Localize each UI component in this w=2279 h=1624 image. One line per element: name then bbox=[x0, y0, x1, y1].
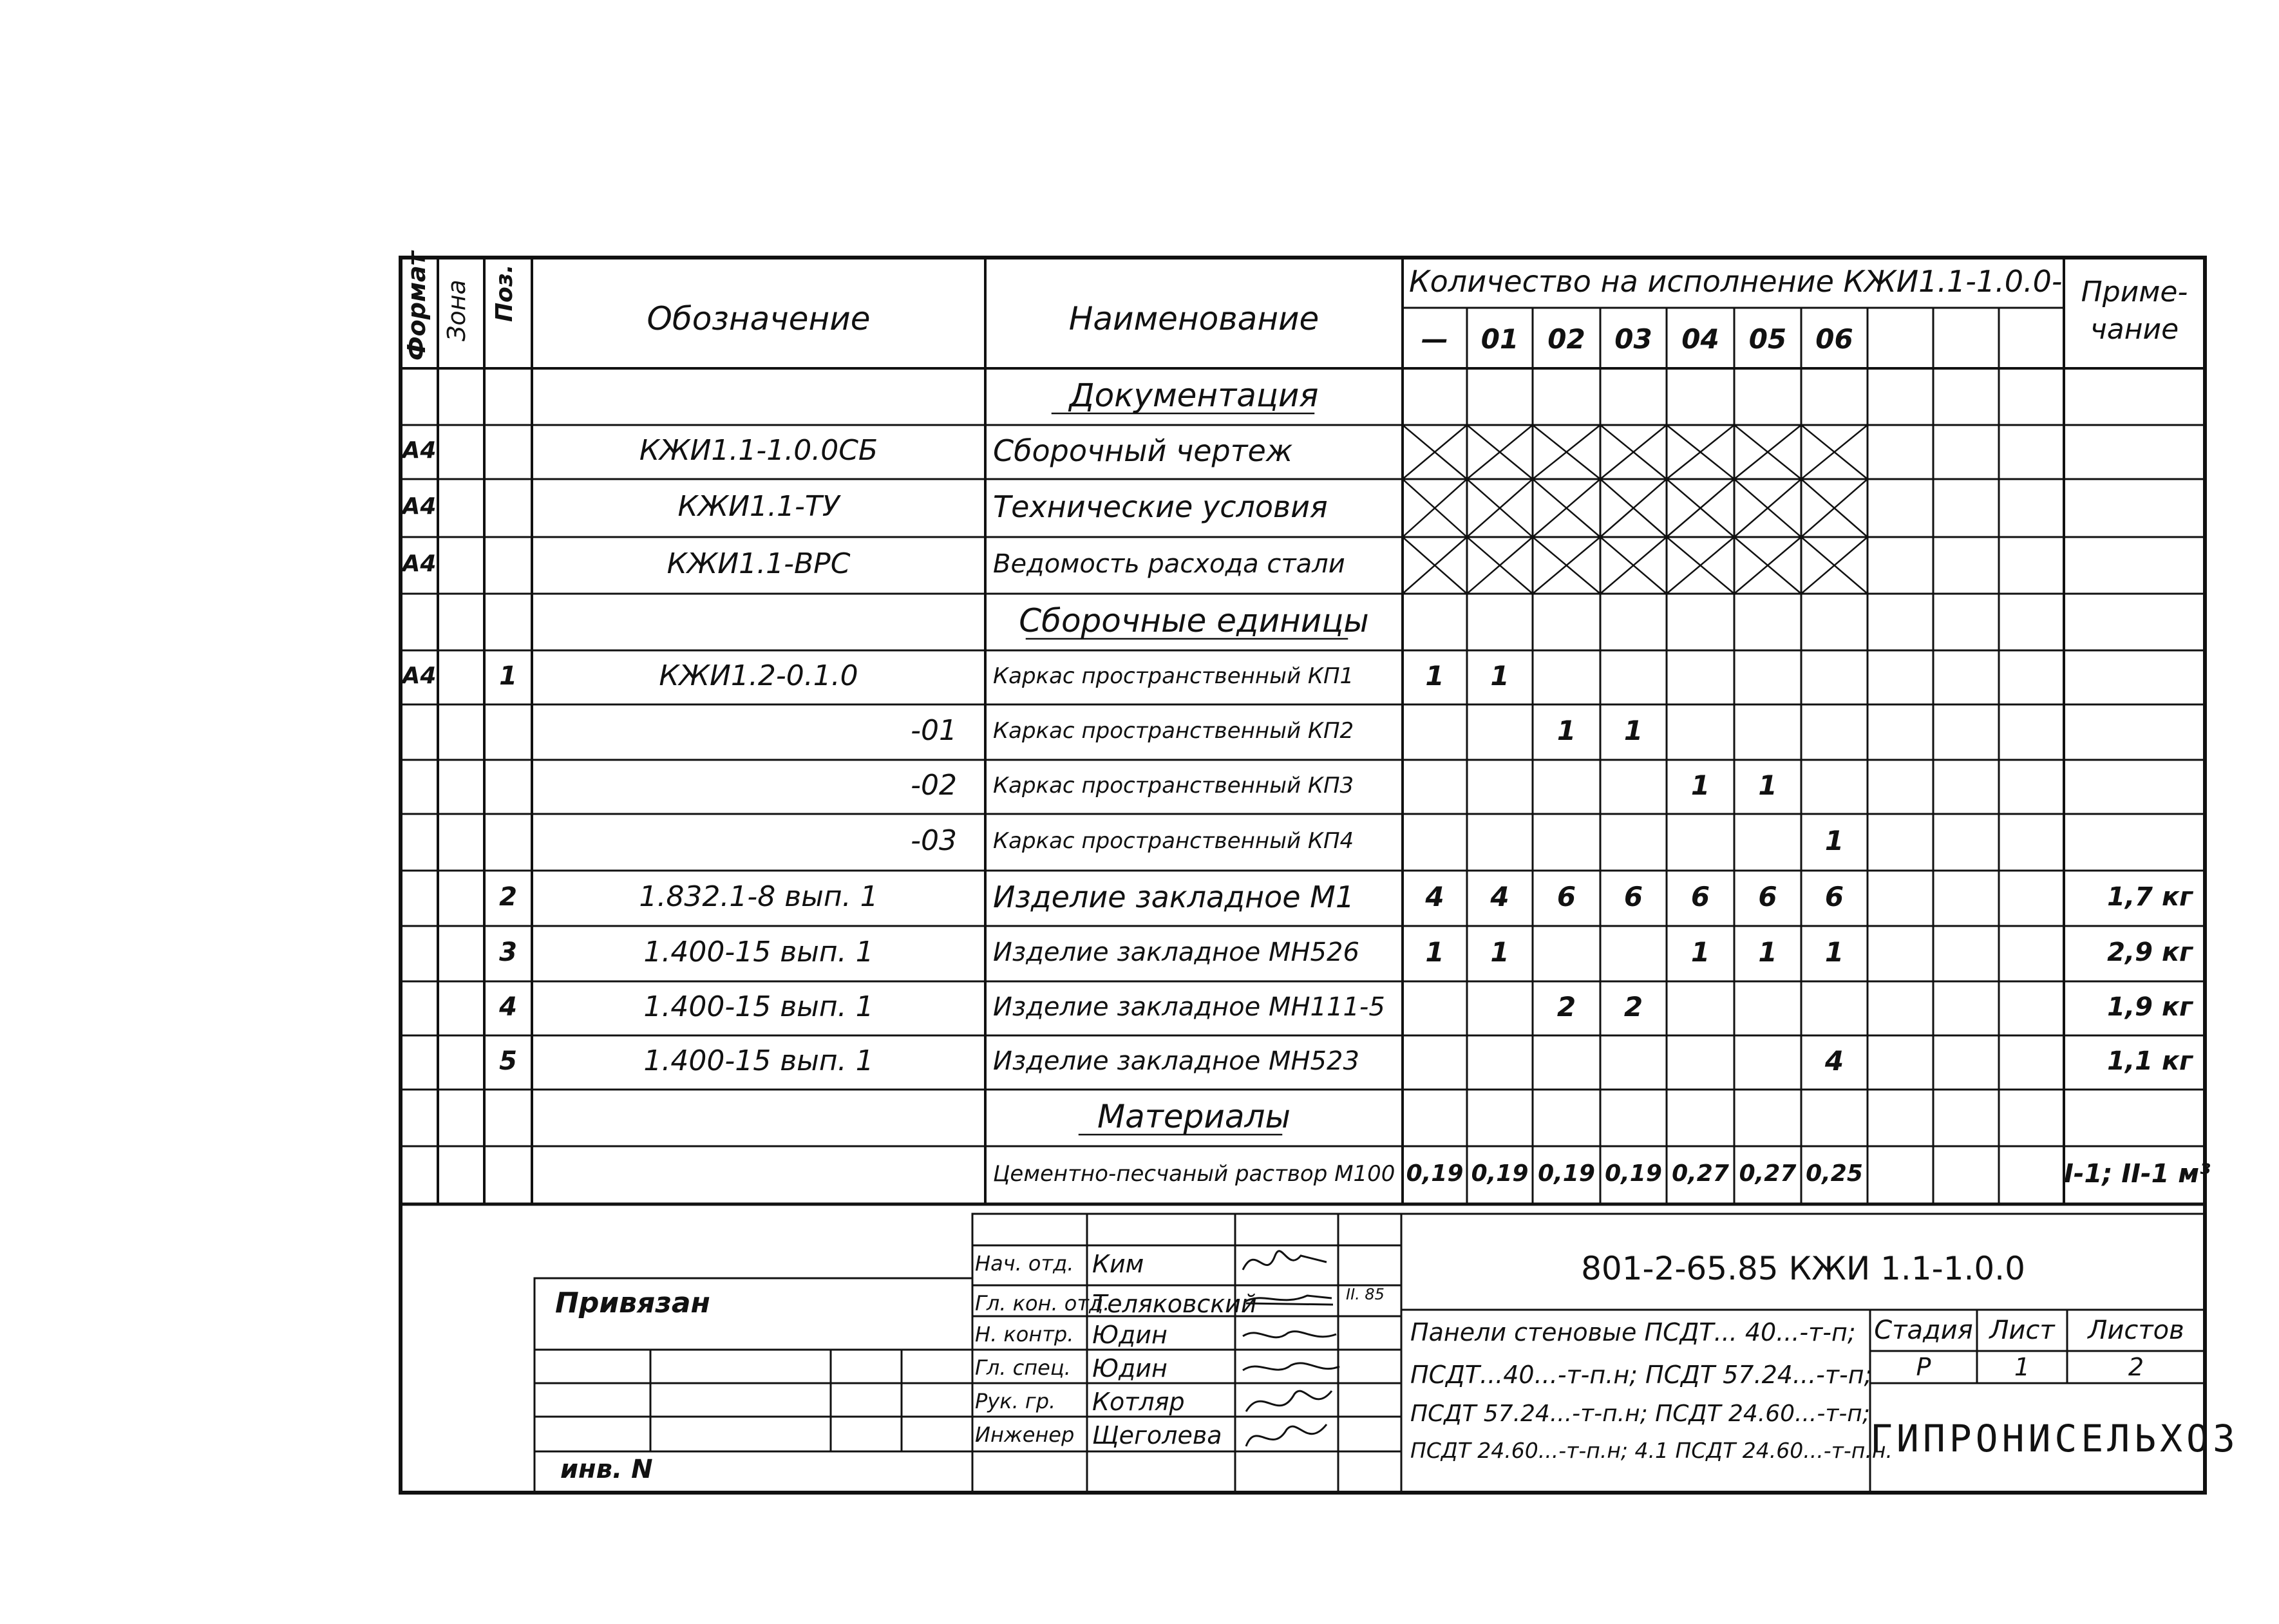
header-variant: 02 bbox=[1547, 323, 1585, 355]
approval-person: Теляковский bbox=[1092, 1290, 1257, 1318]
approval-person: Юдин bbox=[1092, 1354, 1168, 1383]
qty-cell: 1 bbox=[1758, 936, 1777, 968]
row-note: 2,9 кг bbox=[2107, 938, 2193, 967]
row-note: 1,7 кг bbox=[2107, 882, 2193, 912]
qty-cell: 6 bbox=[1556, 880, 1576, 912]
approval-person: Ким bbox=[1092, 1250, 1144, 1278]
header-note-2: чание bbox=[2090, 313, 2179, 346]
qty-cell: 2 bbox=[1623, 990, 1643, 1023]
header-variant: 01 bbox=[1480, 323, 1519, 355]
approval-role: Н. контр. bbox=[975, 1322, 1074, 1346]
qty-cell: 1 bbox=[1556, 714, 1576, 746]
row-name: Сборочный чертеж bbox=[993, 433, 1293, 468]
row-designation: 1.400-15 вып. 1 bbox=[643, 990, 874, 1023]
row-position: 3 bbox=[499, 938, 517, 967]
header-format: Формат bbox=[402, 251, 431, 361]
section-title: Сборочные единицы bbox=[1019, 601, 1369, 639]
header-note-1: Приме- bbox=[2081, 276, 2188, 308]
header-designation: Обозначение bbox=[647, 300, 871, 337]
row-name: Каркас пространственный КП4 bbox=[993, 828, 1354, 854]
qty-cell: 0,27 bbox=[1739, 1160, 1797, 1187]
stage-label: Стадия bbox=[1874, 1316, 1973, 1345]
signature-kotlyar bbox=[1246, 1391, 1332, 1412]
header-pos: Поз. bbox=[491, 264, 518, 322]
row-designation: -03 bbox=[911, 824, 957, 857]
row-name: Изделие закладное МН526 bbox=[993, 938, 1359, 967]
header-variant: 06 bbox=[1815, 323, 1853, 355]
section-title: Документация bbox=[1069, 376, 1319, 414]
row-format: А4 bbox=[402, 551, 437, 578]
privyazan-label: Привязан bbox=[555, 1287, 710, 1319]
qty-cell: 0,19 bbox=[1538, 1160, 1595, 1187]
row-note: I-1; II-1 м³ bbox=[2064, 1159, 2211, 1189]
qty-cell: 0,19 bbox=[1471, 1160, 1529, 1187]
row-name: Технические условия bbox=[993, 489, 1328, 524]
row-format: А4 bbox=[402, 493, 437, 520]
qty-cell: 1 bbox=[1824, 936, 1844, 968]
qty-cell: 0,27 bbox=[1672, 1160, 1729, 1187]
signature-yudin bbox=[1243, 1332, 1336, 1337]
sheets-value: 2 bbox=[2128, 1353, 2144, 1381]
section-title: Материалы bbox=[1097, 1097, 1291, 1135]
row-name: Каркас пространственный КП1 bbox=[993, 663, 1354, 690]
header-variant: 05 bbox=[1748, 323, 1787, 355]
row-name: Цементно-песчаный раствор М100 bbox=[993, 1161, 1395, 1187]
row-position: 1 bbox=[499, 661, 517, 691]
row-position: 5 bbox=[499, 1046, 517, 1076]
qty-cell: 1 bbox=[1425, 936, 1444, 968]
qty-cell: 6 bbox=[1758, 880, 1777, 912]
qty-cell: 6 bbox=[1690, 880, 1710, 912]
qty-cell: 4 bbox=[1824, 1044, 1844, 1077]
row-position: 2 bbox=[499, 882, 517, 912]
header-zone: Зона bbox=[442, 279, 471, 341]
crossed-cells bbox=[1403, 425, 1868, 594]
row-name: Изделие закладное МН111-5 bbox=[993, 992, 1385, 1022]
organization-name: ГИПРОНИСЕЛЬХОЗ bbox=[1870, 1417, 2239, 1460]
header-qty-title: Количество на исполнение КЖИ1.1-1.0.0- bbox=[1409, 264, 2063, 299]
qty-cell: 6 bbox=[1623, 880, 1643, 912]
sheet-label: Лист bbox=[1989, 1316, 2055, 1345]
stage-value: Р bbox=[1916, 1353, 1931, 1381]
title-line: Панели стеновые ПСДТ... 40...-т-п; bbox=[1410, 1318, 1856, 1346]
header-variant: 04 bbox=[1681, 323, 1719, 355]
row-designation: КЖИ1.2-0.1.0 bbox=[659, 659, 858, 692]
header-variant: 03 bbox=[1614, 323, 1652, 355]
qty-cell: 1 bbox=[1425, 659, 1444, 692]
qty-cell: 6 bbox=[1824, 880, 1844, 912]
header-name: Наименование bbox=[1068, 300, 1319, 337]
row-note: 1,9 кг bbox=[2107, 992, 2193, 1022]
qty-cell: 1 bbox=[1623, 714, 1643, 746]
approval-person: Котляр bbox=[1092, 1388, 1185, 1416]
approval-person: Щеголева bbox=[1092, 1421, 1222, 1449]
title-line: ПСДТ 24.60...-т-п.н; 4.1 ПСДТ 24.60...-т-п.н. bbox=[1410, 1438, 1893, 1463]
row-designation: КЖИ1.1-1.0.0СБ bbox=[639, 433, 878, 467]
row-format: А4 bbox=[402, 663, 437, 690]
qty-cell: 0,19 bbox=[1406, 1160, 1464, 1187]
sheets-label: Листов bbox=[2088, 1316, 2184, 1345]
row-name: Изделие закладное М1 bbox=[993, 879, 1355, 914]
header-variant: — bbox=[1421, 323, 1448, 355]
row-designation: 1.832.1-8 вып. 1 bbox=[639, 880, 878, 913]
row-name: Изделие закладное МН523 bbox=[993, 1046, 1359, 1076]
date-note: II. 85 bbox=[1346, 1285, 1385, 1303]
qty-cell: 4 bbox=[1490, 880, 1509, 912]
row-name: Каркас пространственный КП3 bbox=[993, 773, 1354, 799]
row-note: 1,1 кг bbox=[2107, 1046, 2193, 1076]
row-designation: 1.400-15 вып. 1 bbox=[643, 935, 874, 968]
signature-yudin-2 bbox=[1243, 1363, 1339, 1370]
approval-role: Нач. отд. bbox=[975, 1251, 1074, 1276]
sheet-value: 1 bbox=[2014, 1353, 2030, 1381]
qty-cell: 1 bbox=[1490, 659, 1509, 692]
row-designation: -01 bbox=[911, 713, 957, 747]
qty-cell: 1 bbox=[1690, 936, 1710, 968]
document-code: 801-2-65.85 КЖИ 1.1-1.0.0 bbox=[1581, 1250, 2025, 1287]
approval-role: Рук. гр. bbox=[975, 1389, 1056, 1413]
inv-label: инв. N bbox=[560, 1455, 653, 1484]
qty-cell: 1 bbox=[1690, 769, 1710, 801]
row-name: Ведомость расхода стали bbox=[993, 549, 1345, 579]
row-format: А4 bbox=[402, 437, 437, 464]
row-designation: 1.400-15 вып. 1 bbox=[643, 1044, 874, 1077]
qty-cell: 1 bbox=[1490, 936, 1509, 968]
row-designation: КЖИ1.1-ТУ bbox=[677, 489, 840, 523]
signature-kim bbox=[1243, 1251, 1327, 1270]
signature-shchegoleva bbox=[1246, 1424, 1327, 1446]
row-name: Каркас пространственный КП2 bbox=[993, 718, 1354, 744]
qty-cell: 1 bbox=[1824, 824, 1844, 856]
row-designation: КЖИ1.1-ВРС bbox=[667, 547, 851, 580]
qty-cell: 0,19 bbox=[1605, 1160, 1662, 1187]
row-position: 4 bbox=[499, 992, 517, 1022]
qty-cell: 2 bbox=[1556, 990, 1576, 1023]
qty-cell: 0,25 bbox=[1806, 1160, 1863, 1187]
approval-role: Гл. кон. отд. bbox=[975, 1291, 1110, 1316]
approval-person: Юдин bbox=[1092, 1321, 1168, 1349]
title-line: ПСДТ 57.24...-т-п.н; ПСДТ 24.60...-т-п; bbox=[1410, 1401, 1870, 1427]
title-line: ПСДТ...40...-т-п.н; ПСДТ 57.24...-т-п; bbox=[1410, 1361, 1873, 1389]
row-designation: -02 bbox=[911, 768, 957, 802]
approval-role: Гл. спец. bbox=[975, 1355, 1071, 1380]
qty-cell: 1 bbox=[1758, 769, 1777, 801]
approval-role: Инженер bbox=[975, 1422, 1075, 1447]
qty-cell: 4 bbox=[1425, 880, 1444, 912]
